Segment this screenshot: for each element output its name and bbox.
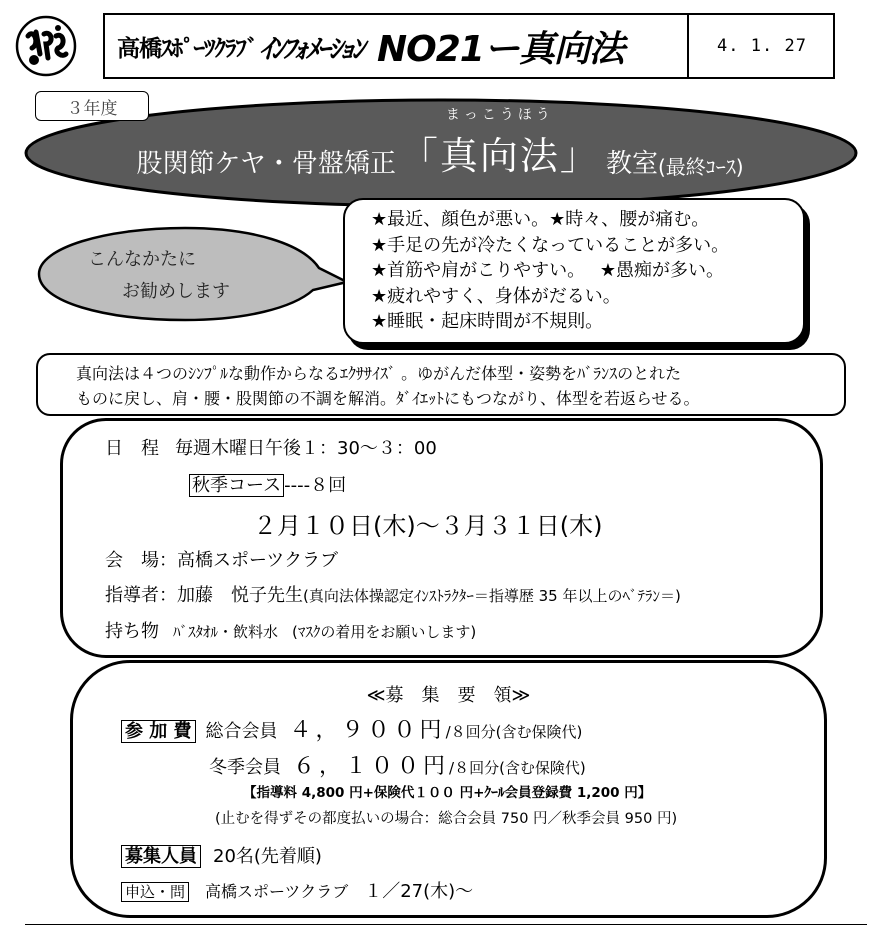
header	[103, 13, 835, 79]
course-label: 秋季コース	[189, 474, 284, 497]
items-label: 持ち物	[105, 621, 159, 642]
venue-value: 高橋スポーツクラブ	[177, 550, 339, 571]
venue-row	[105, 546, 338, 572]
fee1-member: 総合会員	[205, 721, 278, 742]
symptom-item: ★最近、顔色が悪い。★時々、腰が痛む。	[371, 209, 710, 230]
fee-label: 参 加 費	[121, 720, 196, 743]
apply-date: １／27(木)～	[364, 881, 474, 902]
capacity-row	[121, 842, 322, 868]
instructor-note: (真向法体操認定ｲﾝｽﾄﾗｸﾀｰ＝指導歴 35 年以上のﾍﾞﾃﾗﾝ＝)	[303, 587, 681, 605]
symptom-item: ★疲れやすく、身体がだるい。	[371, 285, 621, 307]
course-dates: ２月１０日(木)～３月３１日(木)	[253, 512, 603, 540]
header-title	[105, 15, 689, 77]
issue-title: NO21ー真向法	[377, 28, 624, 70]
course-count: ----８回	[284, 475, 347, 496]
apply-value: 高橋スポーツクラブ	[205, 882, 349, 901]
details-box	[60, 418, 823, 658]
fee-breakdown: 【指導料 4,800 円+保険代１００ 円+ｸｰﾙ会員登録費 1,200 円】	[243, 785, 652, 801]
banner-ruby: まっこうほう	[445, 107, 554, 123]
instructor-name: 加藤 悦子先生	[177, 585, 303, 606]
issue-date: 4. 1. 27	[717, 36, 807, 56]
fee-row-1	[121, 713, 582, 744]
banner-title-part1: 股関節ケヤ・骨盤矯正	[136, 149, 396, 179]
apply-label: 申込・問	[121, 882, 189, 902]
banner-title-main-text: 「真向法」	[399, 134, 600, 178]
fee1-price: ４，９００円	[289, 718, 446, 743]
club-logo	[14, 14, 78, 78]
recruit-title: ≪募 集 要 領≫	[366, 685, 531, 706]
course-row	[189, 471, 346, 497]
items-value: ﾊﾞｽﾀｵﾙ・飲料水	[173, 623, 279, 641]
banner-title-main	[399, 107, 600, 180]
description-line-2: ものに戻し、肩・腰・股関節の不調を解消。ﾀﾞｲｴｯﾄにもつながり、体型を若返らせる。	[76, 389, 700, 408]
fee1-note: /８回分(含む保険代)	[445, 723, 583, 741]
recruitment-box	[70, 660, 827, 918]
bubble-line-1: こんなかたに	[88, 249, 196, 270]
items-row	[105, 617, 476, 643]
bubble-line-2: お勧めします	[122, 281, 230, 302]
items-note: (ﾏｽｸの着用をお願いします)	[292, 623, 477, 641]
bottom-rule	[25, 924, 867, 925]
apply-row	[121, 877, 473, 903]
fee2-price: ６，１００円	[293, 754, 450, 779]
instructor-row	[105, 581, 681, 607]
info-label: ｲﾝﾌｫﾒｰｼｮﾝ	[259, 33, 363, 65]
club-name: 高橋ｽﾎﾟｰﾂｸﾗﾌﾞ	[117, 35, 258, 62]
symptom-item: ★手足の先が冷たくなっていることが多い。	[371, 234, 730, 256]
venue-label: 会 場：	[105, 550, 177, 571]
schedule-row	[105, 434, 437, 460]
fee2-note: /８回分(含む保険代)	[449, 759, 586, 777]
symptom-item: ★睡眠・起床時間が不規則。	[371, 311, 604, 332]
capacity-label: 募集人員	[121, 845, 201, 868]
symptom-item: ★首筋や肩がこりやすい。 ★愚痴が多い。	[371, 260, 724, 281]
banner-title-part3: (最終ｺｰｽ)	[657, 155, 744, 179]
description-box	[36, 353, 846, 416]
description-line-1: 真向法は４つのｼﾝﾌﾟﾙな動作からなるｴｸｻｻｲｽﾞ 。ゆがんだ体型・姿勢をﾊﾞﾗﾝｽのとれた	[76, 364, 682, 383]
schedule-value: 毎週木曜日午後１：30～３：00	[175, 438, 437, 459]
year-tab: ３年度	[35, 91, 149, 121]
instructor-label: 指導者：	[105, 585, 177, 606]
capacity-value: 20名(先着順)	[213, 846, 322, 867]
fee-pay-note: (止むを得ずその都度払いの場合：総合会員 750 円／秋季会員 950 円)	[215, 811, 678, 827]
schedule-label: 日 程	[105, 438, 159, 459]
bubble-text	[88, 244, 230, 308]
fee-row-2	[209, 749, 586, 780]
symptoms-box	[343, 198, 805, 344]
fee2-member: 冬季会員	[209, 757, 281, 778]
banner-title-part2: 教室	[605, 149, 658, 179]
